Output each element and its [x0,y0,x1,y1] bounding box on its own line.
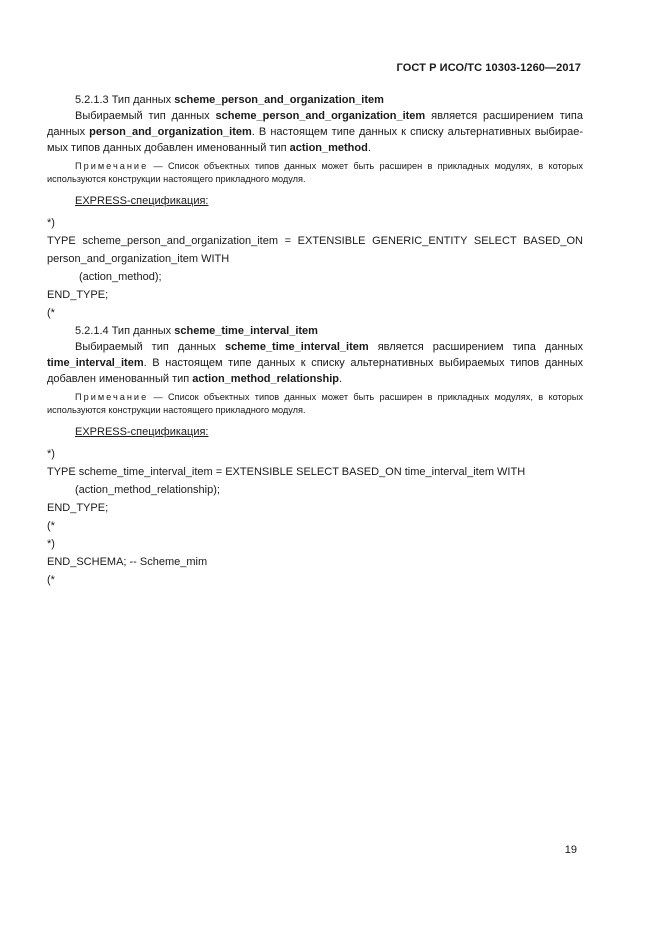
note-label: Примечание [75,161,149,171]
code-line: (* [47,574,55,586]
paragraph-text: является расширением типа данных [47,110,584,138]
section-heading-5-2-1-3 [47,92,583,108]
code-line: *) [47,538,55,550]
paragraph-term: time_interval_item [47,357,144,369]
section-term: scheme_time_interval_item [174,325,318,337]
code-line: (action_method); [79,271,162,283]
note [47,160,583,185]
paragraph-term: action_method [289,142,368,154]
note-text: — Список объектных типов данных может быть расширен в прикладных модулях, в которых используются конструкции настоящего прикладного модуля. [47,161,583,184]
paragraph-text: Выбираемый тип данных [75,110,210,122]
express-spec-label: EXPRESS-спецификация: [75,426,209,438]
note-label: Примечание [75,392,149,402]
code-line: (action_method_relationship); [75,484,220,496]
express-spec-label: EXPRESS-спецификация: [75,195,209,207]
code-line: END_TYPE; [47,502,109,514]
code-line: END_SCHEMA; -- Scheme_mim [47,556,208,568]
code-line: (* [47,520,55,532]
paragraph-text: . [338,373,343,385]
paragraph-text: . В настоящем типе данных к списку альтернативных выбираемых типов данных добавлен именованный тип [47,357,583,385]
section-number: 5.2.1.4 Тип данных [75,325,172,337]
paragraph-term: action_method_relationship [192,373,339,385]
document-body [47,92,583,590]
code-line: TYPE scheme_person_and_organization_item = EXTENSIBLE GENERIC_ENTITY SELECT BASED_ON [47,235,583,247]
section-paragraph [47,108,583,156]
code-line: TYPE scheme_time_interval_item = EXTENSIBLE SELECT BASED_ON time_interval_item WITH [47,466,526,478]
paragraph-term: scheme_person_and_organization_item [215,110,426,122]
paragraph-text: Выбираемый тип данных [75,341,216,353]
page-number: 19 [564,844,577,856]
express-code-block [47,446,583,588]
paragraph-text: является расширением типа данных [377,341,583,353]
section-number: 5.2.1.3 Тип данных [75,94,172,106]
express-code-block [47,215,583,321]
document-header: ГОСТ Р ИСО/ТС 10303-1260—2017 [396,62,581,74]
section-paragraph [47,339,583,387]
note [47,391,583,416]
paragraph-term: scheme_time_interval_item [224,341,369,353]
code-line: *) [47,448,55,460]
note-text: — Список объектных типов данных может быть расширен в прикладных модулях, в которых используются конструкции настоящего прикладного модуля. [47,392,583,415]
code-line: END_TYPE; [47,289,109,301]
section-heading-5-2-1-4 [47,323,583,339]
section-term: scheme_person_and_organization_item [174,94,384,106]
code-line: (* [47,307,55,319]
code-line: *) [47,217,55,229]
paragraph-text: . В настоящем типе данных к списку альтернативных выбирае-мых типов данных добавлен именованный тип [47,126,583,154]
code-line: person_and_organization_item WITH [47,253,230,265]
paragraph-term: person_and_organization_item [89,126,252,138]
paragraph-text: . [367,142,371,154]
